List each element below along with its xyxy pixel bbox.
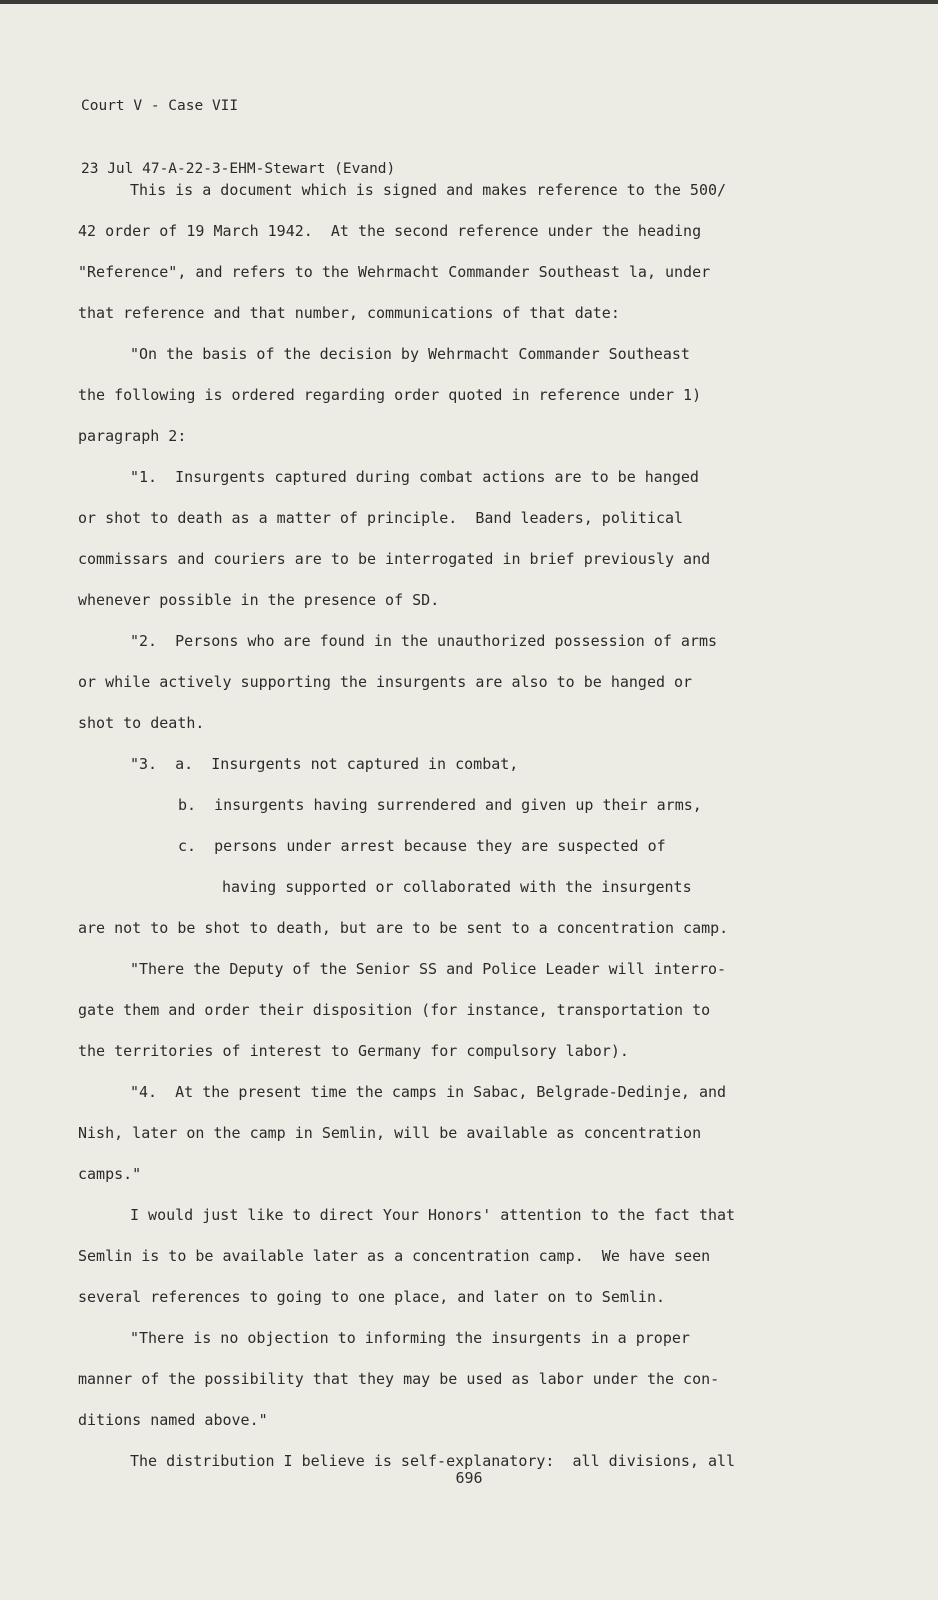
header-court-case: Court V - Case VII [81, 98, 239, 114]
text-line: commissars and couriers are to be interrogated in brief previously and [78, 550, 711, 568]
text-line: "2. Persons who are found in the unauthorized possession of arms [130, 632, 717, 650]
text-line: several references to going to one place, and later on to Semlin. [78, 1288, 665, 1306]
text-line: "1. Insurgents captured during combat actions are to be hanged [130, 468, 699, 486]
text-line: Semlin is to be available later as a concentration camp. We have seen [78, 1247, 711, 1265]
text-line: shot to death. [78, 714, 205, 732]
text-line: 42 order of 19 March 1942. At the second reference under the heading [78, 222, 702, 240]
text-line: or while actively supporting the insurgents are also to be hanged or [78, 673, 693, 691]
text-line: "Reference", and refers to the Wehrmacht Commander Southeast la, under [78, 263, 711, 281]
text-line: camps." [78, 1165, 142, 1183]
text-line: I would just like to direct Your Honors' attention to the fact that [130, 1206, 736, 1224]
text-line: "There is no objection to informing the insurgents in a proper [130, 1329, 690, 1347]
text-line: are not to be shot to death, but are to be sent to a concentration camp. [78, 919, 729, 937]
header-session-info: 23 Jul 47-A-22-3-EHM-Stewart (Evand) [81, 161, 396, 177]
text-line: ditions named above." [78, 1411, 268, 1429]
text-line: "There the Deputy of the Senior SS and Police Leader will interro- [130, 960, 727, 978]
text-line: manner of the possibility that they may be used as labor under the con- [78, 1370, 720, 1388]
text-line: This is a document which is signed and makes reference to the 500/ [130, 181, 727, 199]
text-line: Nish, later on the camp in Semlin, will be available as concentration [78, 1124, 702, 1142]
text-line: that reference and that number, communications of that date: [78, 304, 620, 322]
text-line: the territories of interest to Germany for compulsory labor). [78, 1042, 629, 1060]
text-line: whenever possible in the presence of SD. [78, 591, 440, 609]
text-line: "3. a. Insurgents not captured in combat, [130, 755, 519, 773]
text-line: "4. At the present time the camps in Sabac, Belgrade-Dedinje, and [130, 1083, 727, 1101]
text-line: paragraph 2: [78, 427, 187, 445]
text-line: The distribution I believe is self-explanatory: all divisions, all [130, 1452, 736, 1470]
text-line: gate them and order their disposition (for instance, transportation to [78, 1001, 711, 1019]
transcript-body [78, 170, 818, 1482]
text-line: or shot to death as a matter of principle. Band leaders, political [78, 509, 684, 527]
text-line: b. insurgents having surrendered and given up their arms, [178, 796, 702, 814]
text-line: c. persons under arrest because they are suspected of [178, 837, 666, 855]
text-line: "On the basis of the decision by Wehrmacht Commander Southeast [130, 345, 690, 363]
page-number: 696 [455, 1469, 483, 1487]
scan-edge [0, 0, 938, 4]
text-line: the following is ordered regarding order quoted in reference under 1) [78, 386, 702, 404]
text-line: having supported or collaborated with the insurgents [222, 878, 692, 896]
